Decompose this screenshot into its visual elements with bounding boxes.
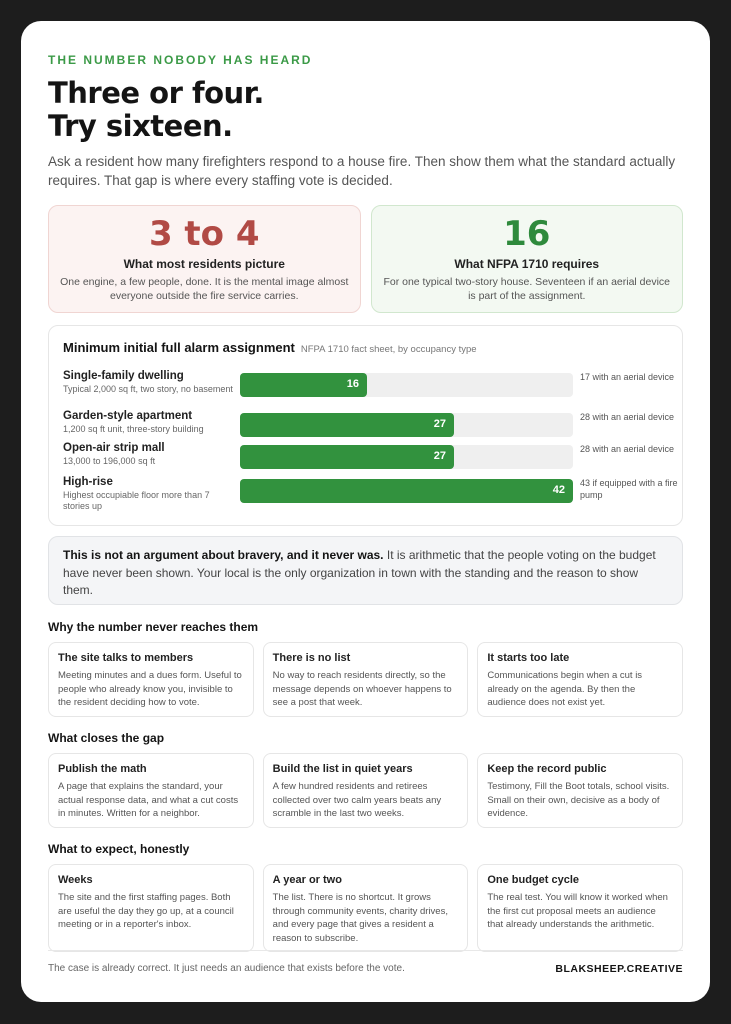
bar-fill (240, 373, 367, 397)
info-card (477, 642, 683, 717)
chart-title-text: Minimum initial full alarm assignment (63, 340, 295, 355)
section-title: What closes the gap (48, 731, 165, 745)
bar-value: 16 (346, 378, 359, 390)
occupancy-name: Single-family dwelling (63, 370, 184, 382)
nfpa-title: What NFPA 1710 requires (454, 257, 600, 271)
info-card-title: There is no list (272, 652, 351, 664)
info-card (477, 864, 683, 952)
bar-row (63, 410, 675, 440)
info-card-text: A page that explains the standard, your actual response data, and what a cut costs in minutes. Written for a neighbor. (58, 781, 239, 819)
bar-label (63, 442, 233, 467)
nfpa-number: 16 (503, 214, 551, 254)
bar-label (63, 476, 233, 512)
bar-label (63, 370, 233, 395)
occupancy-note: Typical 2,000 sq ft, two story, no basement (63, 384, 233, 394)
nfpa-requirement-box (371, 205, 684, 313)
sections (48, 620, 683, 952)
bar-value: 27 (433, 418, 446, 430)
info-card (48, 642, 254, 717)
footer-text: The case is already correct. It just needs an audience that exists before the vote. (48, 963, 405, 974)
bar-value: 42 (552, 484, 565, 496)
info-card-text: The real test. You will know it worked when the first cut proposal meets an audience that already understands the arithmetic. (487, 892, 668, 930)
info-card-text: The site and the first staffing pages. Both are useful the day they go up, at a council meeting or in a reporter's inbox. (58, 892, 234, 930)
callout-bold: This is not an argument about bravery, and it never was. (63, 548, 384, 562)
info-card (477, 753, 683, 828)
section-cards (48, 864, 683, 952)
occupancy-name: Open-air strip mall (63, 442, 165, 454)
occupancy-note: 1,200 sq ft unit, three-story building (63, 424, 204, 434)
section-title: Why the number never reaches them (48, 620, 259, 634)
residents-picture-box (48, 205, 361, 313)
bar-fill (240, 479, 573, 503)
section-cards (48, 642, 683, 717)
intro-text: Ask a resident how many firefighters respond to a house fire. Then show them what the standard actually requires. That gap is where every staffing vote is decided. (48, 154, 676, 188)
info-card-text: The list. There is no shortcut. It grows through community events, charity drives, and every page that gives a resident a reason to subscribe. (272, 892, 448, 944)
bar-label (63, 410, 233, 435)
bar-extra-note: 28 with an aerial device (580, 412, 675, 422)
info-card-title: The site talks to members (58, 652, 194, 664)
info-card-title: Weeks (58, 874, 93, 886)
info-card-text: Testimony, Fill the Boot totals, school visits. Small on their own, decisive as a body of evidence. (487, 781, 670, 819)
bar-track (240, 445, 573, 469)
headline (48, 77, 683, 143)
footer (48, 950, 683, 975)
bar-track (240, 413, 573, 437)
bar-extra-note: 17 with an aerial device (580, 372, 675, 382)
bar-extra-note: 43 if equipped with a fire pump (580, 478, 678, 500)
headline-line-2: Try sixteen. (48, 109, 233, 143)
info-card-title: A year or two (272, 874, 342, 886)
info-card (48, 753, 254, 828)
bar-row (63, 476, 678, 511)
occupancy-note: Highest occupiable floor more than 7 stories up (63, 490, 210, 511)
bar-extra-note: 28 with an aerial device (580, 444, 675, 454)
bar-track (240, 373, 573, 397)
bar-value: 27 (433, 450, 446, 462)
chart-subtitle: NFPA 1710 fact sheet, by occupancy type (300, 344, 477, 355)
bar-row (63, 442, 675, 472)
comparison-row (48, 205, 683, 313)
brand-logo: BLAKSHEEP.CREATIVE (555, 963, 683, 975)
alarm-assignment-chart (48, 325, 683, 526)
occupancy-name: High-rise (63, 476, 113, 488)
info-card-text: A few hundred residents and retirees collected over two calm years beats any scramble in the last two weeks. (272, 781, 442, 819)
section-cards (48, 753, 683, 828)
info-card-text: Meeting minutes and a dues form. Useful to people who already know you, invisible to the resident deciding how to vote. (58, 670, 242, 708)
callout-rest: It is arithmetic that the people voting on the budget have never been shown. Your local is the only organization in town with the standing and the reason to show them. (63, 548, 656, 597)
bar-fill (240, 413, 454, 437)
bar-track (240, 479, 573, 503)
occupancy-name: Garden-style apartment (63, 410, 193, 422)
info-card (48, 864, 254, 952)
bar-fill (240, 445, 454, 469)
eyebrow: THE NUMBER NOBODY HAS HEARD (48, 53, 313, 67)
info-card (263, 642, 469, 717)
section-title: What to expect, honestly (48, 842, 190, 856)
callout-box (48, 536, 683, 605)
residents-desc: One engine, a few people, done. It is the mental image almost everyone outside the fire service carries. (60, 276, 349, 302)
infographic-card (21, 21, 710, 1002)
residents-number: 3 to 4 (148, 214, 260, 254)
bar-row (63, 370, 675, 400)
info-card-text: Communications begin when a cut is already on the agenda. By then the audience does not exist yet. (487, 670, 643, 708)
chart-title (63, 340, 668, 355)
info-card (263, 753, 469, 828)
occupancy-note: 13,000 to 196,000 sq ft (63, 456, 156, 466)
info-card-title: One budget cycle (487, 874, 580, 886)
residents-title: What most residents picture (123, 257, 285, 271)
info-card-title: Keep the record public (487, 763, 607, 775)
info-card-title: Build the list in quiet years (272, 763, 413, 775)
nfpa-desc: For one typical two-story house. Seventeen if an aerial device is part of the assignment. (383, 276, 671, 302)
info-card-title: Publish the math (58, 763, 147, 775)
info-card (263, 864, 469, 952)
headline-line-1: Three or four. (48, 76, 264, 110)
info-card-text: No way to reach residents directly, so the message depends on whoever happens to see a post that week. (272, 670, 452, 708)
info-card-title: It starts too late (487, 652, 570, 664)
